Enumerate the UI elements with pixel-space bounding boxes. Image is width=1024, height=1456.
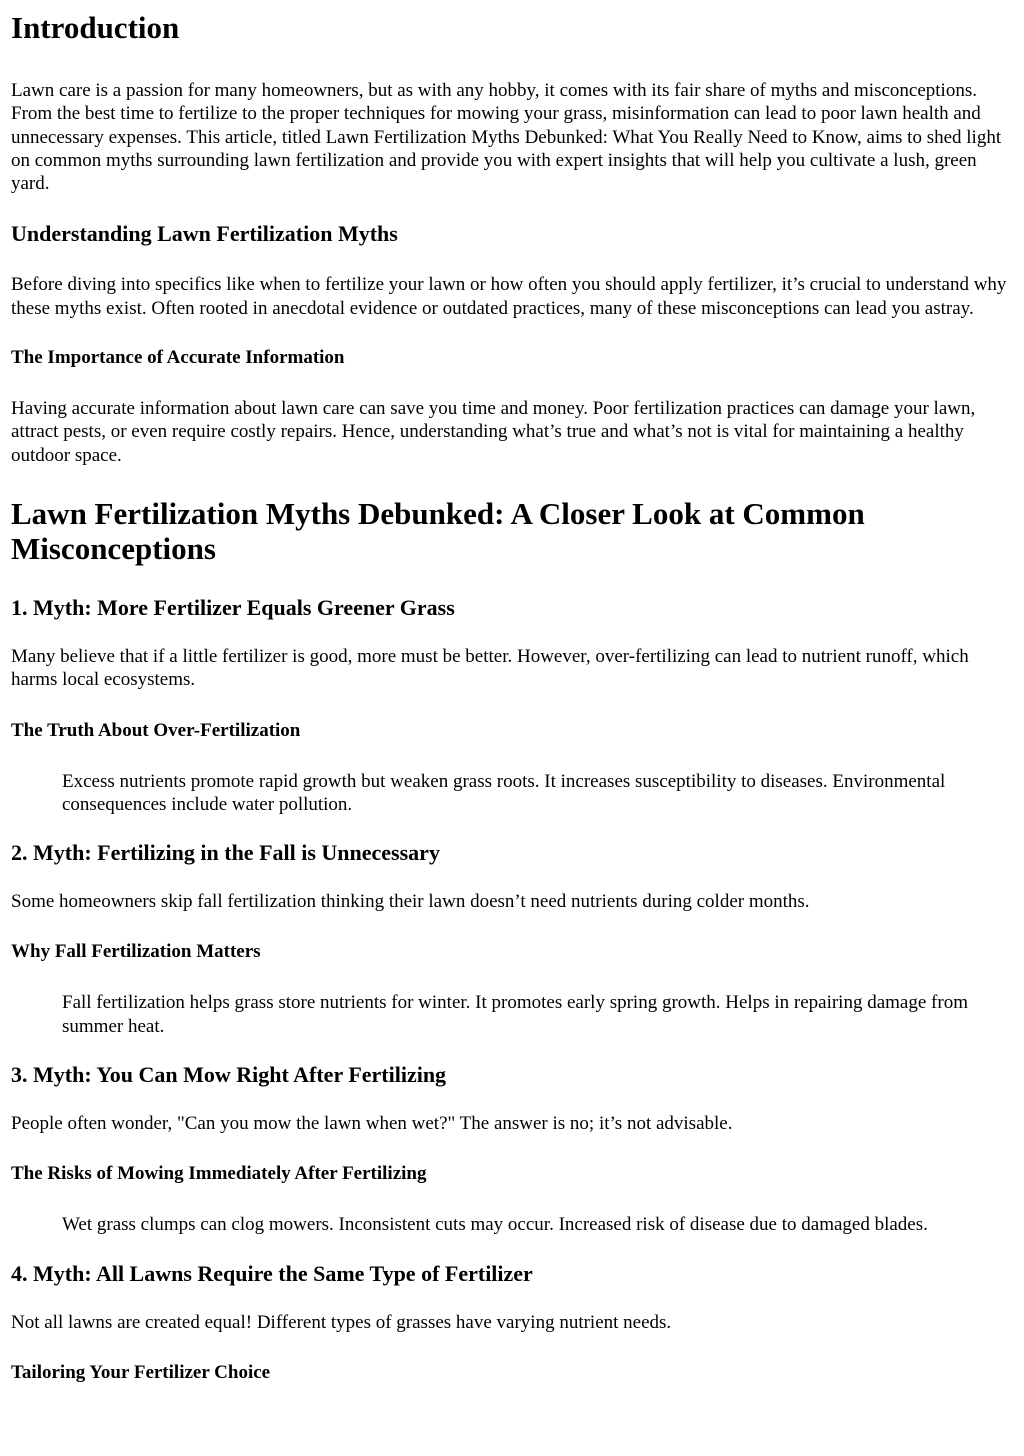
article (0, 10, 1024, 1384)
debunked-heading: Lawn Fertilization Myths Debunked: A Closer Look at Common Misconceptions (11, 495, 865, 566)
myth-2-quote: Fall fertilization helps grass store nutrients for winter. It promotes early spring growth. Helps in repairing damage from summer heat. (62, 992, 968, 1037)
understanding-paragraph: Before diving into specifics like when to fertilize your lawn or how often you should apply fertilizer, it’s crucial to understand why these myths exist. Often rooted in anecdotal evidence or outdated practices, many of these misconceptions can lead you astray. (11, 274, 1007, 319)
myth-1-heading: 1. Myth: More Fertilizer Equals Greener Grass (11, 594, 455, 620)
myth-3-subheading: The Risks of Mowing Immediately After Fertilizing (11, 1163, 427, 1185)
myth-3-paragraph: People often wonder, "Can you mow the lawn when wet?" The answer is no; it’s not advisable. (11, 1113, 733, 1135)
myth-3-quote: Wet grass clumps can clog mowers. Inconsistent cuts may occur. Increased risk of disease due to damaged blades. (62, 1214, 928, 1236)
myth-2-paragraph: Some homeowners skip fall fertilization thinking their lawn doesn’t need nutrients during colder months. (11, 891, 810, 913)
myth-1-quote: Excess nutrients promote rapid growth but weaken grass roots. It increases susceptibility to diseases. Environmental consequences include water pollution. (62, 770, 946, 815)
myth-2-subheading: Why Fall Fertilization Matters (11, 941, 261, 963)
myth-4-subheading: Tailoring Your Fertilizer Choice (11, 1361, 271, 1383)
myth-1-subheading: The Truth About Over-Fertilization (11, 719, 301, 741)
intro-paragraph: Lawn care is a passion for many homeowners, but as with any hobby, it comes with its fair share of myths and misconceptions. From the best time to fertilize to the proper techniques for mowing your grass, misinformation can lead to poor lawn health and unnecessary expenses. This article, titled Lawn Fertilization Myths Debunked: What You Really Need to Know, aims to shed light on common myths surrounding lawn fertilization and provide you with expert insights that will help you cultivate a lush, green yard. (11, 80, 1002, 195)
myth-3-heading: 3. Myth: You Can Mow Right After Fertilizing (11, 1062, 447, 1088)
understanding-heading: Understanding Lawn Fertilization Myths (11, 221, 398, 247)
myth-4-paragraph: Not all lawns are created equal! Different types of grasses have varying nutrient needs. (11, 1311, 672, 1333)
myth-1-paragraph: Many believe that if a little fertilizer is good, more must be better. However, over-fertilizing can lead to nutrient runoff, which harms local ecosystems. (11, 645, 969, 691)
myth-2-heading: 2. Myth: Fertilizing in the Fall is Unnecessary (11, 840, 440, 866)
importance-subheading: The Importance of Accurate Information (11, 347, 345, 369)
importance-paragraph: Having accurate information about lawn care can save you time and money. Poor fertilization practices can damage your lawn, attract pests, or even require costly repairs. Hence, understanding what’s true and what’s not is vital for maintaining a healthy outdoor space. (11, 398, 976, 466)
intro-heading: Introduction (11, 10, 180, 45)
myth-4-heading: 4. Myth: All Lawns Require the Same Type of Fertilizer (11, 1260, 533, 1286)
